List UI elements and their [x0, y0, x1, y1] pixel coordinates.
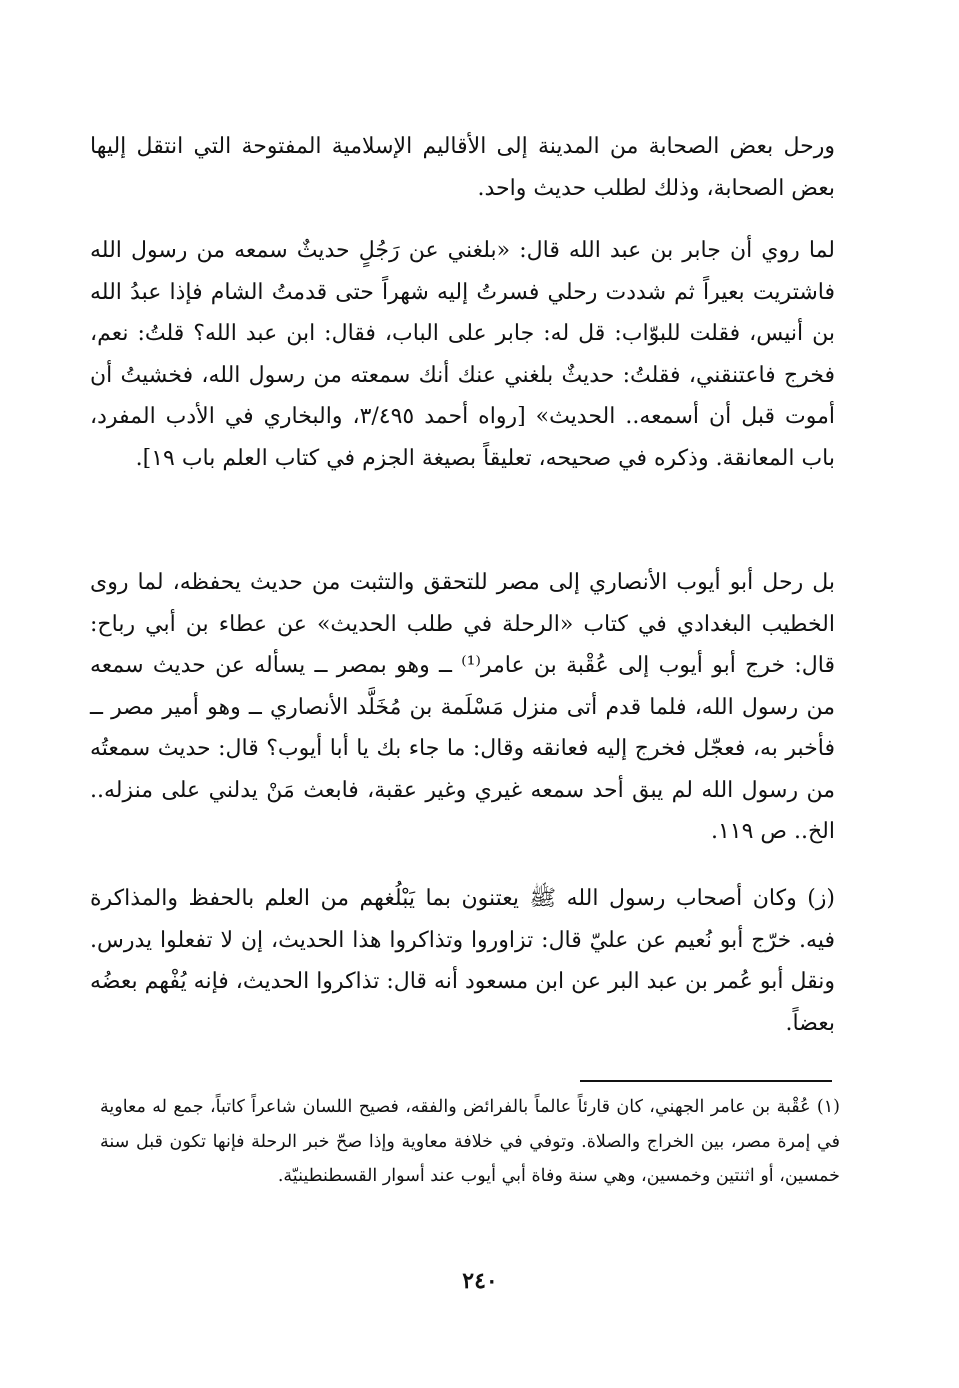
paragraph-text: لما روي أن جابر بن عبد الله قال: «بلغني عن رَجُلٍ حديثٌ سمعه من رسول الله فاشتريت بعيراً ثم شددت رحلي فسرتُ إليه شهراً حتى قدمتُ الشام فإذا عبدُ الله بن أنيس، فقلت للبوّاب: قل له: جابر على الباب، فقال: ابن عبد الله؟ قلتُ: نعم، فخرج فاعتنقني، فقلتُ: حديثٌ بلغني عنك أنك سمعته من رسول الله، فخشيتُ أن أموت قبل أن أسمعه.. الحديث» [رواه أحمد ٣/٤٩٥، والبخاري في الأدب المفرد، باب المعانقة. وذكره في صحيحه، تعليقاً بصيغة الجزم في كتاب العلم باب ١٩].: [90, 238, 835, 471]
footnote-text: (١) عُقْبة بن عامر الجهني، كان قارئاً عالماً بالفرائض والفقه، فصيح اللسان شاعراً كاتباً، جمع له معاوية في إمرة مصر، بين الخراج والصلاة. وتوفي في خلافة معاوية وإذا صحّ خبر الرحلة فإنها تكون قبل سنة خمسين، أو اثنتين وخمسين، وهي سنة وفاة أبي أيوب عند أسوار القسطنطينيّة.: [100, 1097, 840, 1186]
paragraph-3: [90, 562, 835, 853]
footnote-divider: [580, 1080, 832, 1082]
paragraph-text: ورحل بعض الصحابة من المدينة إلى الأقاليم الإسلامية المفتوحة التي انتقل إليها بعض الصحابة، وذلك لطلب حديث واحد.: [90, 134, 835, 201]
paragraph-text: بل رحل أبو أيوب الأنصاري إلى مصر للتحقق والتثبت من حديث يحفظه، لما روى الخطيب البغدادي في كتاب «الرحلة في طلب الحديث» عن عطاء بن أبي رباح: قال: خرج أبو أيوب إلى عُقْبة بن عامر⁽¹⁾ ــ وهو بمصر ــ يسأله عن حديث سمعه من رسول الله، فلما قدم أتى منزل مَسْلَمة بن مُخَلَّد الأنصاري ــ وهو أمير مصر ــ فأخبر به، فعجّل فخرج إليه فعانقه وقال: ما جاء بك يا أبا أيوب؟ قال: حديث سمعتُه من رسول الله لم يبق أحد سمعه غيري وغير عقبة، فابعث مَنْ يدلني على منزله.. الخ.. ص ١١٩.: [90, 570, 836, 844]
footnote: [100, 1090, 840, 1194]
paragraph-2: [90, 230, 835, 479]
paragraph-1: [90, 126, 835, 209]
page-number: ٢٤٠: [462, 1268, 498, 1294]
paragraph-text: (ز) وكان أصحاب رسول الله ﷺ يعتنون بما يَبْلُغهم من العلم بالحفظ والمذاكرة فيه. خرّج أبو نُعيم عن عليّ قال: تزاوروا وتذاكروا هذا الحديث، إن لا تفعلوا يدرس. ونقل أبو عُمر بن عبد البر عن ابن مسعود أنه قال: تذاكروا الحديث، فإنه يُفْهم بعضُه بعضاً.: [90, 886, 835, 1036]
paragraph-4: [90, 878, 835, 1044]
